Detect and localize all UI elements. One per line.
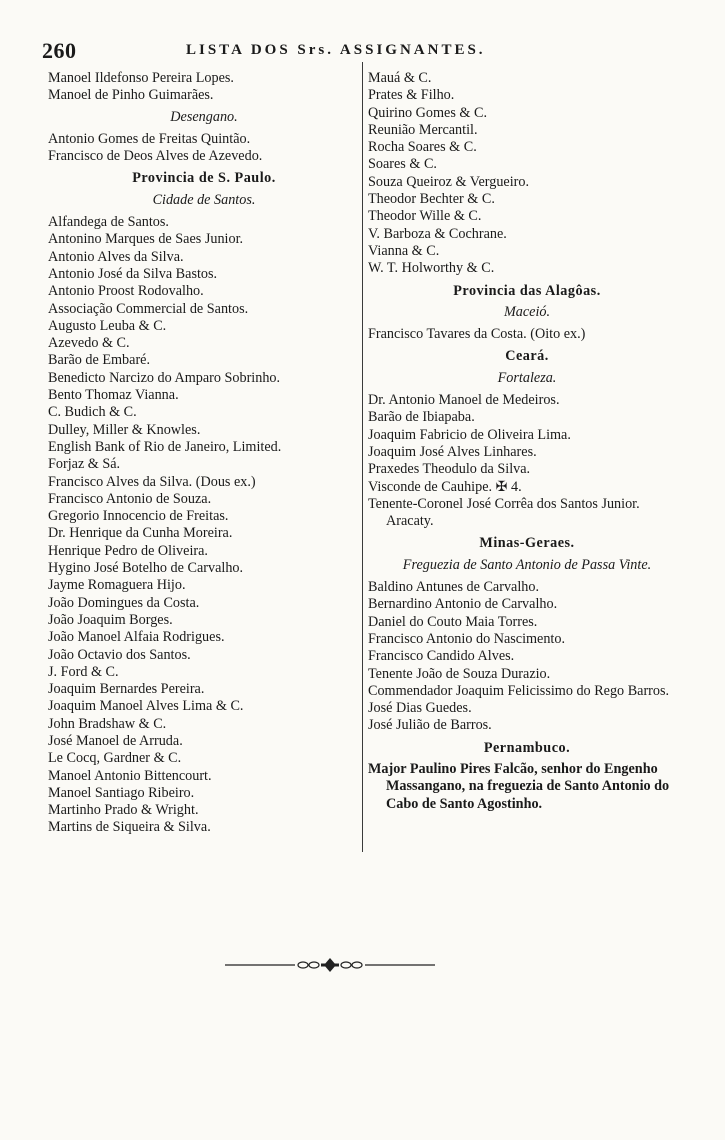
list-item: João Joaquim Borges. xyxy=(48,611,173,628)
list-item: English Bank of Rio de Janeiro, Limited. xyxy=(48,438,282,455)
list-item: Tenente João de Souza Durazio. xyxy=(368,665,551,682)
list-item: Associação Commercial de Santos. xyxy=(48,300,249,317)
list-item: C. Budich & C. xyxy=(48,404,137,421)
list-item: J. Ford & C. xyxy=(48,663,119,680)
province-heading-ceara: Ceará. xyxy=(505,348,549,365)
list-item: Antonio Alves da Silva. xyxy=(48,248,184,265)
list-item: Barão de Embaré. xyxy=(48,352,151,369)
list-item: Rocha Soares & C. xyxy=(368,139,477,156)
list-group-top xyxy=(48,70,360,105)
list-item: João Domingues da Costa. xyxy=(48,594,200,611)
list-item: Joaquim Bernardes Pereira. xyxy=(48,681,205,698)
list-item: Francisco Candido Alves. xyxy=(368,648,515,665)
right-column xyxy=(368,70,686,813)
list-item: Antonino Marques de Saes Junior. xyxy=(48,231,244,248)
list-item: Forjaz & Sá. xyxy=(48,456,121,473)
left-column xyxy=(48,70,360,837)
list-item: Antonio Proost Rodovalho. xyxy=(48,283,204,300)
list-item: Martinho Prado & Wright. xyxy=(48,802,199,819)
list-item: João Manoel Alfaia Rodrigues. xyxy=(48,629,225,646)
list-item: Antonio Gomes de Freitas Quintão. xyxy=(48,130,251,147)
list-item: Baldino Antunes de Carvalho. xyxy=(368,579,540,596)
locality-heading-fortaleza: Fortaleza. xyxy=(497,369,557,386)
list-item: Joaquim José Alves Linhares. xyxy=(368,443,537,460)
list-group-fortaleza xyxy=(368,392,686,530)
list-item: Tenente-Coronel José Corrêa dos Santos Junior. Aracaty. xyxy=(368,495,640,530)
list-item: Alfandega de Santos. xyxy=(48,214,169,231)
province-heading-minas-geraes: Minas-Geraes. xyxy=(479,535,575,552)
list-item: Hygino José Botelho de Carvalho. xyxy=(48,560,244,577)
list-group-pernambuco xyxy=(368,761,686,813)
list-item: Martins de Siqueira & Silva. xyxy=(48,819,211,836)
list-item: Francisco Alves da Silva. (Dous ex.) xyxy=(48,473,256,490)
list-item: W. T. Holworthy & C. xyxy=(368,260,495,277)
list-item: Bernardino Antonio de Carvalho. xyxy=(368,596,558,613)
list-item: Francisco Antonio de Souza. xyxy=(48,490,212,507)
list-item: José Julião de Barros. xyxy=(368,717,492,734)
list-item: Azevedo & C. xyxy=(48,335,130,352)
list-item: Major Paulino Pires Falcão, senhor do Engenho Massangano, na freguezia de Santo Antonio do Cabo de Santo Agostinho. xyxy=(368,760,670,812)
list-item: Theodor Wille & C. xyxy=(368,208,482,225)
list-group-santos xyxy=(48,214,360,837)
list-item: Prates & Filho. xyxy=(368,87,455,104)
list-item: Joaquim Fabricio de Oliveira Lima. xyxy=(368,426,571,443)
list-item: Theodor Bechter & C. xyxy=(368,191,495,208)
list-item: Dr. Henrique da Cunha Moreira. xyxy=(48,525,233,542)
list-item: Manoel de Pinho Guimarães. xyxy=(48,87,214,104)
province-heading-pernambuco: Pernambuco. xyxy=(483,739,571,756)
page-header xyxy=(42,38,692,64)
list-item: Augusto Leuba & C. xyxy=(48,317,167,334)
locality-heading-passa-vinte: Freguezia de Santo Antonio de Passa Vinte. xyxy=(402,556,652,573)
list-item: Bento Thomaz Vianna. xyxy=(48,387,179,404)
locality-heading-desengano: Desengano. xyxy=(170,108,238,125)
list-item: Dulley, Miller & Knowles. xyxy=(48,421,201,438)
list-item: Manoel Santiago Ribeiro. xyxy=(48,784,195,801)
province-heading-alagoas: Provincia das Alagôas. xyxy=(453,282,601,299)
list-item: José Manoel de Arruda. xyxy=(48,732,183,749)
list-item: V. Barboza & Cochrane. xyxy=(368,225,507,242)
list-item: Dr. Antonio Manoel de Medeiros. xyxy=(368,392,560,409)
list-item: Commendador Joaquim Felicissimo do Rego Barros. xyxy=(368,682,670,699)
list-group-passa-vinte xyxy=(368,579,686,735)
list-item: Manoel Antonio Bittencourt. xyxy=(48,767,212,784)
list-item: Mauá & C. xyxy=(368,70,432,86)
list-item: Antonio José da Silva Bastos. xyxy=(48,265,218,282)
list-item: Praxedes Theodulo da Silva. xyxy=(368,461,531,478)
list-item: Francisco Tavares da Costa. (Oito ex.) xyxy=(368,326,586,343)
list-item: Soares & C. xyxy=(368,156,437,173)
list-item: Daniel do Couto Maia Torres. xyxy=(368,613,538,630)
list-item: Jayme Romaguera Hijo. xyxy=(48,577,186,594)
list-item: Le Cocq, Gardner & C. xyxy=(48,750,182,767)
list-group-maceio xyxy=(368,326,686,343)
list-item: Francisco Antonio do Nascimento. xyxy=(368,630,566,647)
list-item: Benedicto Narcizo do Amparo Sobrinho. xyxy=(48,369,281,386)
running-title: LISTA DOS Srs. ASSIGNANTES. xyxy=(186,42,486,58)
list-item: Francisco de Deos Alves de Azevedo. xyxy=(48,148,263,165)
list-item: Reunião Mercantil. xyxy=(368,121,478,138)
list-item: Joaquim Manoel Alves Lima & C. xyxy=(48,698,244,715)
locality-heading-santos: Cidade de Santos. xyxy=(152,191,256,208)
locality-heading-maceio: Maceió. xyxy=(503,303,551,320)
list-group-desengano xyxy=(48,131,360,166)
list-item: Visconde de Cauhipe. ✠ 4. xyxy=(368,478,522,495)
list-group-santos-continued xyxy=(368,70,686,278)
list-item: Gregorio Innocencio de Freitas. xyxy=(48,508,229,525)
list-item: Barão de Ibiapaba. xyxy=(368,409,475,426)
column-divider xyxy=(362,62,363,852)
list-item: Henrique Pedro de Oliveira. xyxy=(48,542,208,559)
list-item: Manoel Ildefonso Pereira Lopes. xyxy=(48,70,234,86)
list-item: Souza Queiroz & Vergueiro. xyxy=(368,173,530,190)
page-number: 260 xyxy=(42,38,77,63)
list-item: João Octavio dos Santos. xyxy=(48,646,191,663)
list-item: Vianna & C. xyxy=(368,242,440,259)
province-heading-sao-paulo: Provincia de S. Paulo. xyxy=(132,170,276,187)
list-item: José Dias Guedes. xyxy=(368,700,472,717)
list-item: Quirino Gomes & C. xyxy=(368,104,488,121)
list-item: John Bradshaw & C. xyxy=(48,715,167,732)
tailpiece-ornament xyxy=(225,957,435,973)
